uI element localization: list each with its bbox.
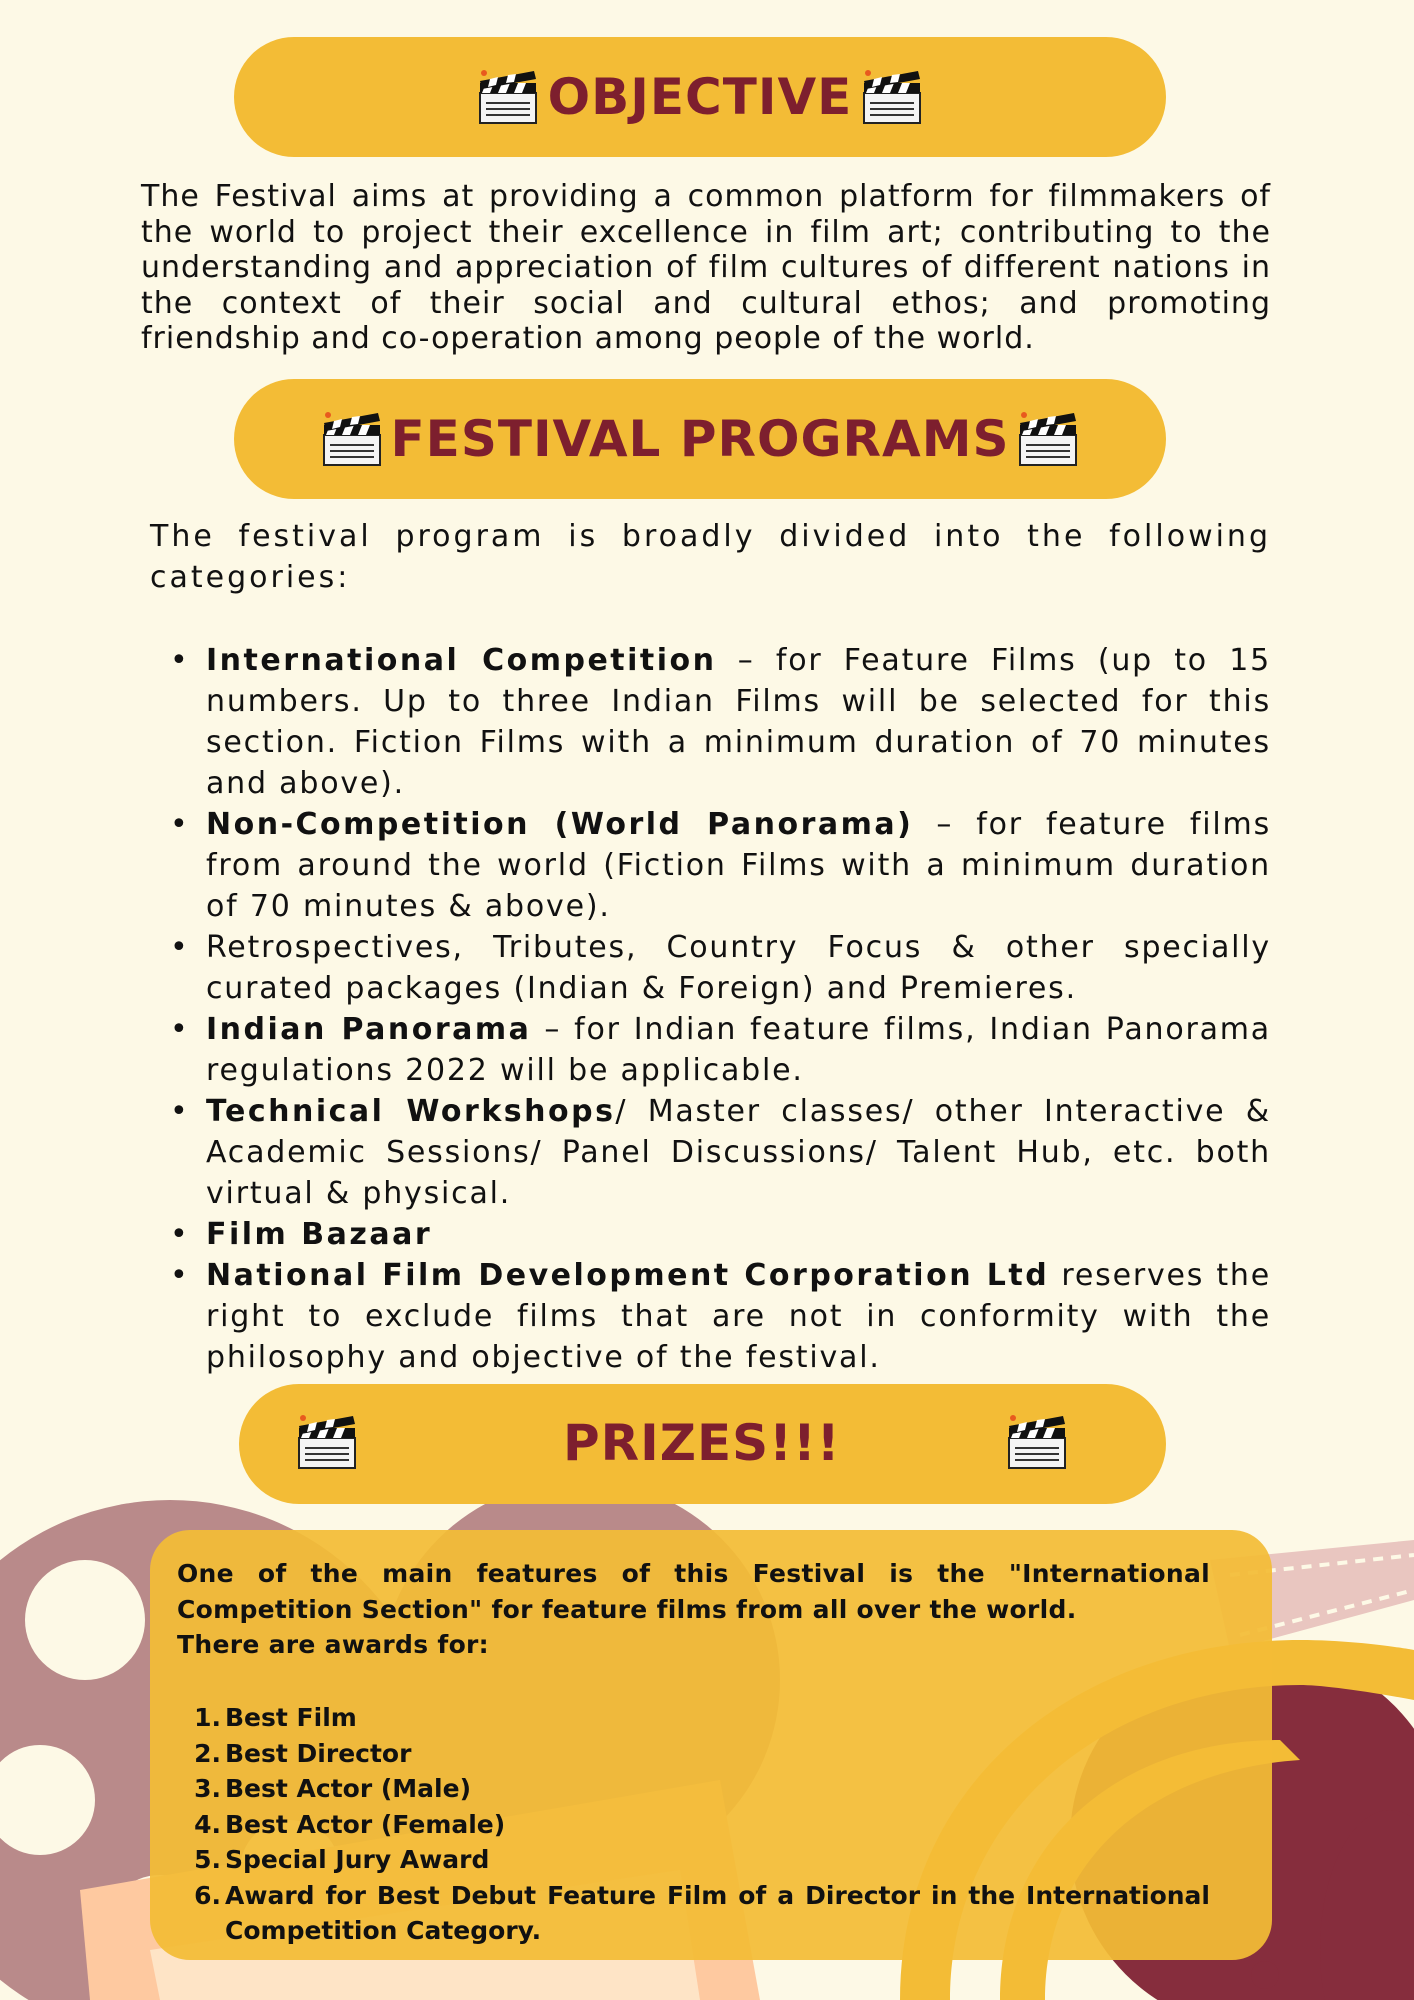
award-label: Award for Best Debut Feature Film of a Director in the International Competition Category. xyxy=(225,1880,1210,1945)
program-name: National Film Development Corporation Ltd xyxy=(206,1258,1050,1293)
program-list xyxy=(206,640,1271,1378)
award-label: Best Actor (Male) xyxy=(225,1774,471,1803)
program-name: Indian Panorama xyxy=(206,1012,532,1047)
clapperboard-icon xyxy=(320,407,384,471)
list-item xyxy=(206,1009,1271,1091)
award-item xyxy=(177,1700,1210,1736)
award-label: Best Actor (Female) xyxy=(225,1809,506,1839)
program-desc: – for Feature Films (up to 15 numbers. Up to three Indian Films will be selected for this section. Fiction Films with a minimum duration of 70 minutes and above). xyxy=(206,643,1271,801)
prizes-intro-line1: One of the main features of this Festival is the "International Competition Section" for feature films from all over the world. xyxy=(177,1559,1210,1624)
program-name: Technical Workshops xyxy=(206,1094,616,1129)
list-item xyxy=(206,1255,1271,1378)
prizes-box xyxy=(150,1530,1272,1960)
awards-list xyxy=(177,1700,1210,1949)
award-number: 2. xyxy=(194,1738,221,1768)
program-name: International Competition xyxy=(206,643,717,678)
objective-text: The Festival aims at providing a common platform for filmmakers of the world to project their excellence in film art; contributing to the understanding and appreciation of film cultures of different nations in the context of their social and cultural ethos; and promoting friendship and co-operation among people of the world. xyxy=(141,179,1271,356)
award-item xyxy=(177,1771,1210,1807)
award-item xyxy=(177,1878,1210,1949)
clapperboard-icon xyxy=(1016,407,1080,471)
prizes-banner xyxy=(239,1384,1166,1504)
programs-intro: The festival program is broadly divided into the following categories: xyxy=(150,519,1271,595)
award-item xyxy=(177,1842,1210,1878)
award-number: 5. xyxy=(194,1845,221,1874)
program-desc: – for Indian feature films, Indian Panorama regulations 2022 will be applicable. xyxy=(206,1012,1271,1088)
clapperboard-icon xyxy=(476,65,540,129)
program-desc: Retrospectives, Tributes, Country Focus & other specially curated packages (Indian & Foreign) and Premieres. xyxy=(206,930,1271,1006)
programs-banner xyxy=(234,379,1166,499)
list-item xyxy=(206,1214,1271,1255)
program-desc: / Master classes/ other Interactive & Academic Sessions/ Panel Discussions/ Talent Hub, etc. both virtual & physical. xyxy=(206,1094,1271,1211)
award-label: Best Director xyxy=(225,1738,412,1768)
award-item xyxy=(177,1736,1210,1772)
program-name: Film Bazaar xyxy=(206,1217,433,1252)
program-desc: – for feature films from around the world (Fiction Films with a minimum duration of 70 minutes & above). xyxy=(206,807,1271,924)
award-number: 1. xyxy=(194,1703,221,1732)
award-number: 3. xyxy=(194,1774,221,1803)
list-item xyxy=(206,1091,1271,1214)
award-number: 6. xyxy=(194,1880,221,1910)
list-item xyxy=(206,927,1271,1009)
program-name: Non-Competition (World Panorama) xyxy=(206,807,914,842)
objective-title: OBJECTIVE xyxy=(547,68,853,126)
clapperboard-icon xyxy=(1005,1410,1069,1474)
clapperboard-icon xyxy=(295,1410,359,1474)
award-item xyxy=(177,1807,1210,1843)
clapperboard-icon xyxy=(860,65,924,129)
award-number: 4. xyxy=(194,1809,221,1839)
prizes-title: PRIZES!!! xyxy=(563,1414,841,1472)
award-label: Special Jury Award xyxy=(225,1845,490,1874)
list-item xyxy=(206,804,1271,927)
award-label: Best Film xyxy=(225,1703,357,1732)
list-item xyxy=(206,640,1271,804)
prizes-intro-line2: There are awards for: xyxy=(177,1630,489,1659)
objective-banner xyxy=(234,37,1166,157)
programs-title: FESTIVAL PROGRAMS xyxy=(390,410,1010,468)
prizes-intro xyxy=(177,1556,1210,1663)
program-desc: reserves the right to exclude films that are not in conformity with the philosophy and objective of the festival. xyxy=(206,1258,1271,1375)
